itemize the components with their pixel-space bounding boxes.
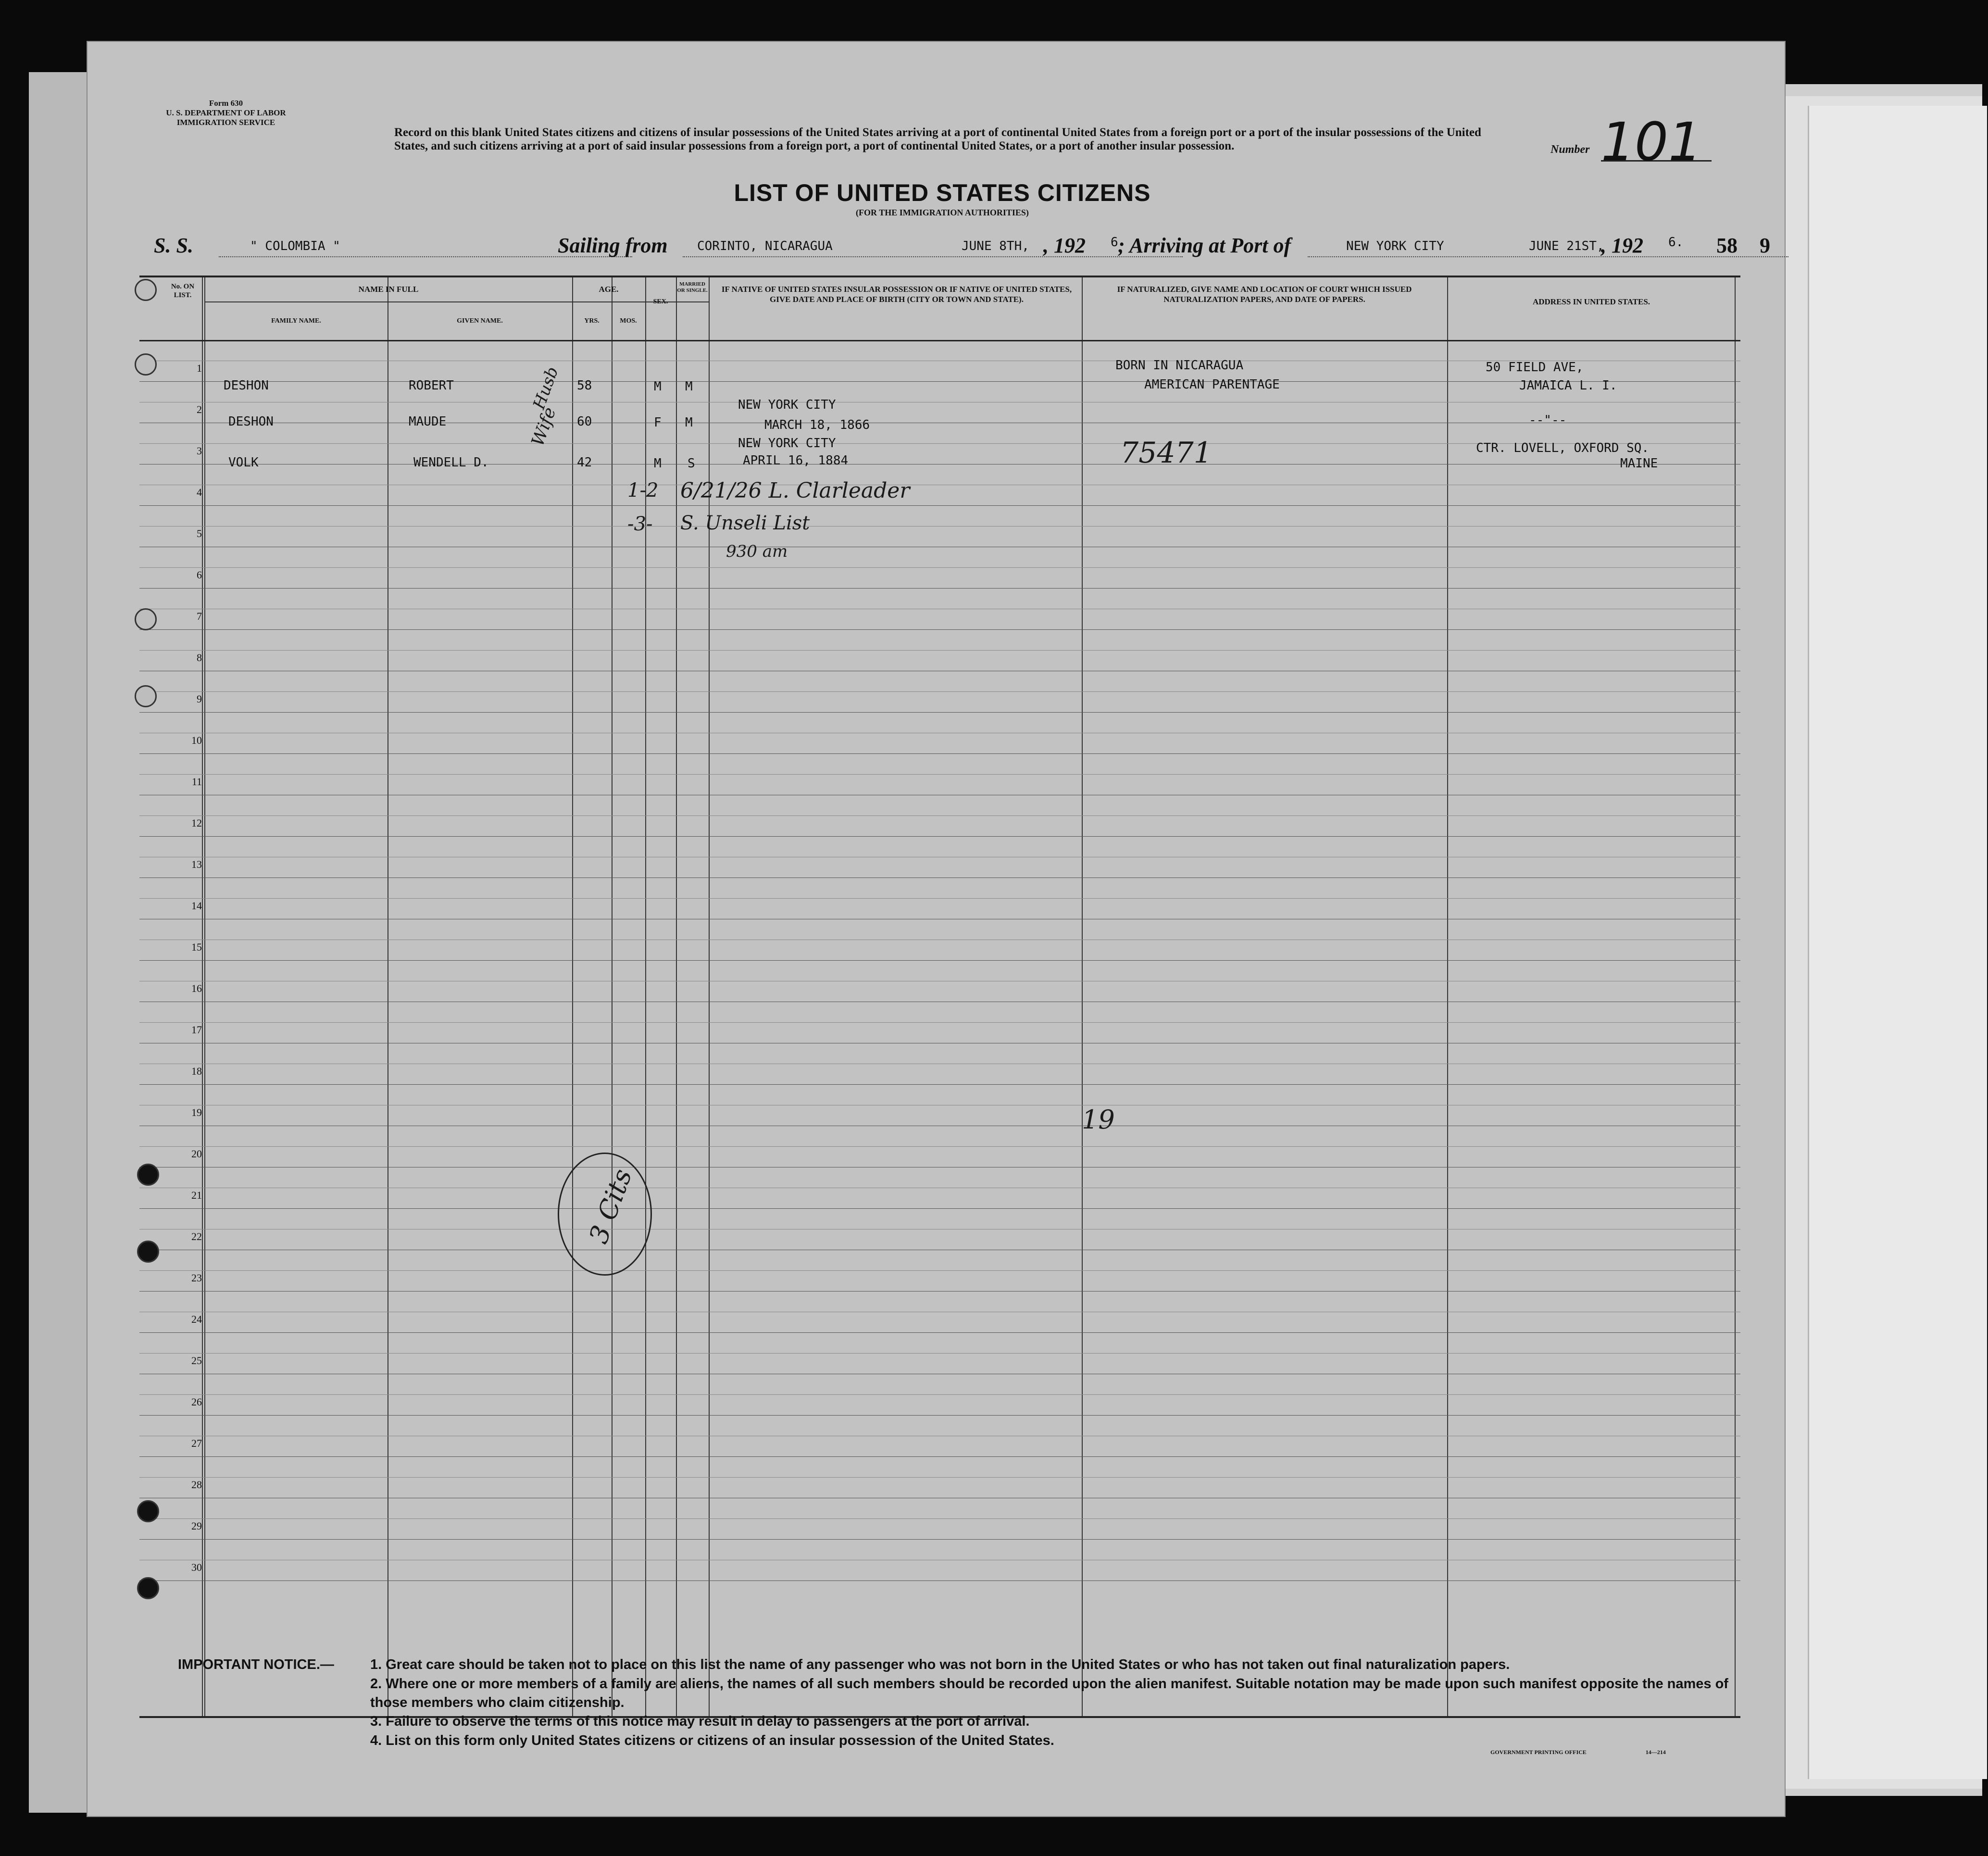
row2-address: --"-- (1529, 413, 1567, 427)
ss-label: S. S. (154, 234, 193, 257)
left-page-edge (29, 72, 96, 1813)
half-row-rule (139, 1353, 1740, 1354)
column-divider (676, 277, 677, 1716)
row1-address-2: JAMAICA L. I. (1519, 378, 1617, 393)
row-rule (139, 1456, 1740, 1457)
number-label: Number (1550, 143, 1590, 156)
notice-item-4: 4. List on this form only United States citizens or citizens of an insular possession of the United States. (370, 1733, 1054, 1748)
underlying-page (1808, 106, 1987, 1779)
row3-address-2: MAINE (1620, 456, 1658, 471)
row-number: 10 (191, 734, 202, 746)
row-number: 21 (191, 1189, 202, 1201)
half-row-rule (139, 567, 1740, 568)
list-number: 101 (1601, 111, 1702, 173)
page-reference-cut: 9 (1760, 234, 1770, 257)
row-number: 2 (197, 403, 202, 415)
row-number: 3 (197, 445, 202, 457)
row-rule (139, 381, 1740, 382)
handwritten-note-2: S. Unseli List (680, 512, 810, 534)
department-name: U. S. DEPARTMENT OF LABOR (166, 108, 286, 117)
ship-name: " COLOMBIA " (250, 239, 340, 253)
row-number: 22 (191, 1230, 202, 1242)
row-number: 24 (191, 1313, 202, 1325)
row1-address-1: 50 FIELD AVE, (1486, 360, 1584, 375)
binder-hole (137, 1241, 159, 1263)
row-number: 17 (191, 1024, 202, 1036)
column-divider (204, 277, 205, 1716)
row1-married: M (685, 379, 693, 394)
row1-given-name: ROBERT (409, 378, 454, 393)
binder-hole (137, 1164, 159, 1186)
row3-given-name: WENDELL D. (413, 455, 489, 470)
row-number: 11 (191, 776, 202, 788)
row-number: 19 (191, 1106, 202, 1118)
row3-family-name: VOLK (228, 455, 259, 470)
row1-naturalized-2: AMERICAN PARENTAGE (1144, 377, 1280, 392)
handwritten-range-2: -3- (627, 513, 653, 535)
half-row-rule (139, 526, 1740, 527)
year-prefix-2: , 192 (1601, 234, 1643, 257)
col-header-name: NAME IN FULL (358, 285, 419, 294)
form-number: Form 630 (209, 99, 243, 108)
half-row-rule (139, 1022, 1740, 1023)
row-rule (139, 1291, 1740, 1292)
sailing-underline (683, 256, 1183, 257)
row-number: 13 (191, 858, 202, 870)
row1-sex: M (654, 379, 662, 394)
header-subdivider (204, 301, 709, 302)
row-rule (139, 1415, 1740, 1416)
notice-item-2: 2. Where one or more members of a family are aliens, the names of all such members should be recorded upon the alien manifest. Suitable notation may be made upon such manifest opposite the names of those members who claim citizenship. (370, 1676, 1728, 1710)
row2-birth-place: NEW YORK CITY (738, 398, 836, 412)
row-number: 6 (197, 569, 202, 581)
half-row-rule (139, 774, 1740, 775)
handwritten-19: 19 (1082, 1104, 1115, 1135)
row3-address-1: CTR. LOVELL, OXFORD SQ. (1476, 441, 1650, 455)
binder-hole (137, 1500, 159, 1522)
row-rule (139, 1332, 1740, 1333)
col-header-age: AGE. (599, 285, 619, 294)
printer-office: GOVERNMENT PRINTING OFFICE (1490, 1749, 1587, 1756)
row-number: 8 (197, 652, 202, 664)
half-row-rule (139, 650, 1740, 651)
row-rule (139, 1539, 1740, 1540)
printer-imprint (1490, 1749, 1666, 1756)
row-number: 9 (197, 693, 202, 705)
row-number: 1 (197, 362, 202, 374)
row-number: 28 (191, 1479, 202, 1491)
notice-item-1: 1. Great care should be taken not to place on this list the name of any passenger who was not born in the United States or who has not taken out final naturalization papers. (370, 1657, 1510, 1672)
row-number: 26 (191, 1396, 202, 1408)
row3-age: 42 (577, 455, 592, 470)
row-rule (139, 753, 1740, 754)
row2-given-name: MAUDE (409, 414, 447, 429)
binder-hole (135, 608, 157, 630)
row-rule (139, 588, 1740, 589)
row-number: 27 (191, 1437, 202, 1449)
handwritten-husb: Husb (529, 364, 563, 412)
binder-hole (135, 279, 157, 301)
half-row-rule (139, 1394, 1740, 1395)
row-number: 15 (191, 941, 202, 953)
sailing-from: CORINTO, NICARAGUA (697, 239, 833, 253)
sailing-label: Sailing from (558, 234, 668, 257)
row3-birth-date: APRIL 16, 1884 (743, 453, 849, 468)
binder-hole (135, 685, 157, 707)
row-rule (139, 1208, 1740, 1209)
col-header-yrs: YRS. (584, 317, 600, 325)
row-rule (139, 836, 1740, 837)
row-number: 30 (191, 1561, 202, 1573)
col-header-native: IF NATIVE OF UNITED STATES INSULAR POSSESSION OR IF NATIVE OF UNITED STATES, GIVE DATE AND PLACE OF BIRTH (CITY OR TOWN AND STATE). (721, 285, 1072, 304)
row2-birth-date: MARCH 18, 1866 (764, 418, 870, 432)
col-header-mos: MOS. (620, 317, 637, 325)
col-header-married: MARRIED OR SINGLE. (677, 281, 708, 293)
half-row-rule (139, 1477, 1740, 1478)
row1-family-name: DESHON (224, 378, 269, 393)
arriving-label: ; Arriving at Port of (1118, 234, 1291, 257)
row-number: 14 (191, 900, 202, 912)
half-row-rule (139, 815, 1740, 816)
row-number: 5 (197, 527, 202, 539)
handwritten-range-1: 1-2 (627, 479, 659, 502)
binder-hole (137, 1577, 159, 1599)
row2-family-name: DESHON (228, 414, 274, 429)
sailing-date: JUNE 8TH, (962, 239, 1029, 253)
printer-code: 14—214 (1645, 1749, 1666, 1756)
row-rule (139, 505, 1740, 506)
notice-label: IMPORTANT NOTICE.— (178, 1657, 334, 1672)
row-number: 12 (191, 817, 202, 829)
page-reference: 58 (1716, 234, 1738, 257)
row2-age: 60 (577, 414, 592, 429)
notice-item-3: 3. Failure to observe the terms of this notice may result in delay to passengers at the port of arrival. (370, 1714, 1030, 1729)
handwritten-wife: Wife (527, 404, 560, 449)
half-row-rule (139, 1518, 1740, 1519)
binder-hole (135, 353, 157, 376)
half-row-rule (139, 898, 1740, 899)
col-header-address: ADDRESS IN UNITED STATES. (1532, 297, 1650, 306)
column-divider (1082, 277, 1083, 1716)
half-row-rule (139, 691, 1740, 692)
handwritten-note-1: 6/21/26 L. Clarleader (680, 478, 910, 503)
arriving-port: NEW YORK CITY (1346, 239, 1444, 253)
page-title: LIST OF UNITED STATES CITIZENS (734, 179, 1151, 206)
row1-naturalized-1: BORN IN NICARAGUA (1115, 358, 1244, 373)
row-number: 7 (197, 610, 202, 622)
passenger-table (139, 276, 1740, 1718)
col-header-no: No. ON LIST. (171, 283, 195, 299)
row-number: 20 (191, 1148, 202, 1160)
half-row-rule (139, 1146, 1740, 1147)
header-bottom-rule (139, 340, 1740, 341)
year-digit-2: 6. (1668, 235, 1684, 250)
row-rule (139, 960, 1740, 961)
row3-naturalization-number: 75471 (1120, 436, 1212, 470)
row1-age: 58 (577, 378, 592, 393)
voyage-line (154, 233, 1769, 262)
column-divider (202, 277, 203, 1716)
column-divider (1447, 277, 1448, 1716)
handwritten-note-3: 930 am (726, 542, 788, 561)
row-rule (139, 1084, 1740, 1085)
row3-birth-place: NEW YORK CITY (738, 436, 836, 451)
row-rule (139, 629, 1740, 630)
row-number: 4 (197, 486, 202, 498)
row3-sex: M (654, 456, 662, 471)
row2-married: M (685, 415, 693, 430)
row3-married: S (688, 456, 695, 471)
row2-sex: F (654, 415, 662, 430)
half-row-rule (139, 1270, 1740, 1271)
row-number: 16 (191, 982, 202, 994)
year-digit-1: 6 (1111, 235, 1118, 250)
row-number: 23 (191, 1272, 202, 1284)
year-prefix-1: , 192 (1043, 234, 1086, 257)
handwritten-cits: 3 Cits (583, 1165, 638, 1248)
form-identifier (130, 99, 322, 127)
column-divider (1735, 277, 1736, 1716)
column-divider (612, 277, 613, 1716)
col-header-naturalized: IF NATURALIZED, GIVE NAME AND LOCATION OF COURT WHICH ISSUED NATURALIZATION PAPERS, AND DATE OF PAPERS. (1117, 285, 1412, 304)
service-name: IMMIGRATION SERVICE (176, 118, 275, 127)
row-rule (139, 712, 1740, 713)
row-number: 18 (191, 1065, 202, 1077)
col-header-sex: SEX. (653, 298, 668, 305)
row-number: 29 (191, 1520, 202, 1532)
col-header-given: GIVEN NAME. (457, 317, 503, 325)
row-number: 25 (191, 1354, 202, 1367)
page-subtitle: (FOR THE IMMIGRATION AUTHORITIES) (856, 208, 1029, 217)
row-rule (139, 1580, 1740, 1581)
col-header-family: FAMILY NAME. (271, 317, 321, 325)
column-divider (572, 277, 573, 1716)
arriving-date: JUNE 21ST, (1529, 239, 1604, 253)
form-instructions: Record on this blank United States citizens and citizens of insular possessions of the United States arriving at a port of continental United States from a foreign port or a port of the insular possessions of the United States, and such citizens arriving at a port of said insular possessions from a foreign port, a port of continental United States, or a port of another insular possession. (394, 126, 1481, 152)
